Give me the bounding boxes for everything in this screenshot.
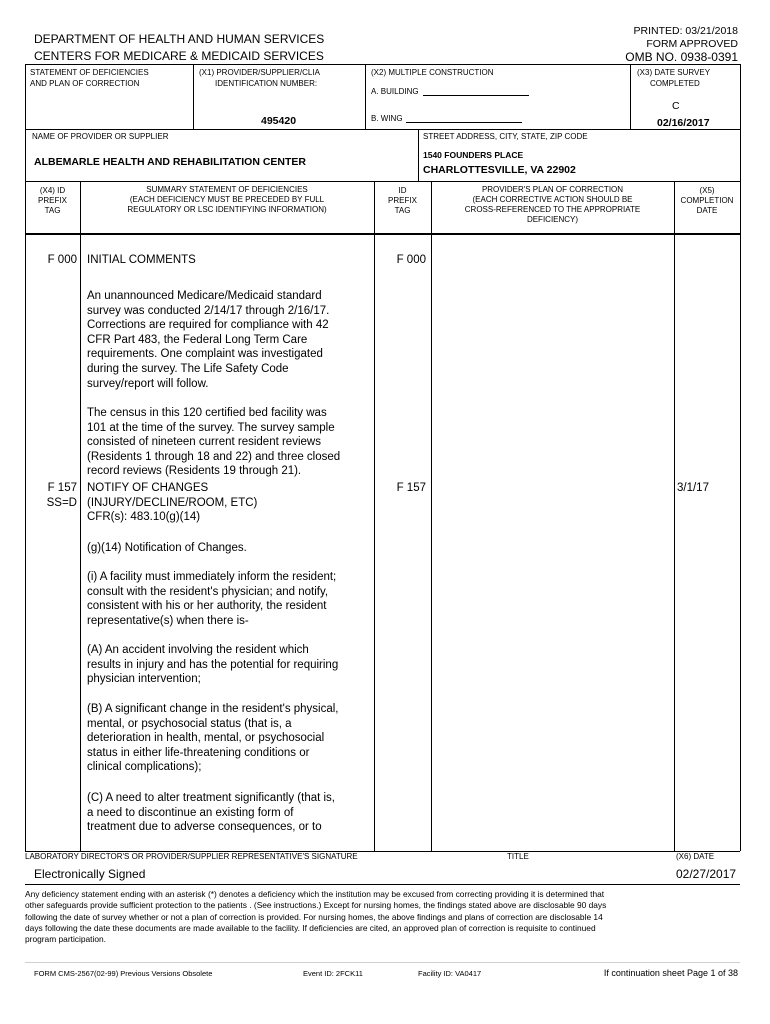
signature-label: LABORATORY DIRECTOR'S OR PROVIDER/SUPPLIER REPRESENTATIVE'S SIGNATURE [25, 852, 358, 861]
provider-id-number: 495420 [261, 115, 297, 127]
address-label: STREET ADDRESS, CITY, STATE, ZIP CODE [423, 132, 588, 141]
x4-header-1: (X4) ID [39, 186, 66, 195]
wing-label: B. WING [371, 114, 403, 123]
notify-of-changes: NOTIFY OF CHANGES (INJURY/DECLINE/ROOM, ETC) CFR(s): 483.10(g)(14) [87, 482, 258, 524]
city-state-zip: CHARLOTTESVILLE, VA 22902 [423, 164, 576, 176]
id-header-2: PREFIX [388, 196, 417, 205]
page-indicator: If continuation sheet Page 1 of 38 [603, 968, 738, 978]
building-blank[interactable] [423, 95, 529, 96]
x4-header-3: TAG [44, 206, 61, 215]
plan-header-3: CROSS-REFERENCED TO THE APPROPRIATE [464, 205, 641, 214]
census-paragraph: The census in this 120 certified bed facility was 101 at the time of the survey. The survey sample consisted of nineteen current resident reviews (Residents 1 through 18 and 22) and three closed record reviews (Residents 19 through 21). [87, 407, 341, 478]
x2-label: (X2) MULTIPLE CONSTRUCTION [371, 68, 494, 77]
id-header-3: TAG [394, 206, 411, 215]
omb-number: OMB NO. 0938-0391 [625, 50, 738, 64]
building-label: A. BUILDING [371, 87, 419, 96]
x5-header-1: (X5) [699, 186, 715, 195]
right-border [740, 64, 741, 851]
title-label: TITLE [507, 852, 529, 861]
signature-value: Electronically Signed [34, 867, 146, 881]
x1-label-1: (X1) PROVIDER/SUPPLIER/CLIA [199, 68, 320, 77]
tag-f157-right: F 157 [396, 482, 426, 494]
facility-id: Facility ID: VA0417 [418, 969, 482, 978]
wing-blank[interactable] [406, 122, 522, 123]
statement-label-2: AND PLAN OF CORRECTION [30, 79, 140, 88]
id-header-1: ID [398, 186, 407, 195]
x3-code: C [672, 100, 680, 112]
x3-label-1: (X3) DATE SURVEY [637, 68, 711, 77]
statement-label-1: STATEMENT OF DEFICIENCIES [30, 68, 149, 77]
summary-header-3: REGULATORY OR LSC IDENTIFYING INFORMATION) [127, 205, 327, 214]
x5-header-2: COMPLETION [680, 196, 734, 205]
event-id: Event ID: 2FCK11 [303, 969, 363, 978]
initial-comments-heading: INITIAL COMMENTS [87, 254, 196, 266]
x3-label-2: COMPLETED [650, 79, 700, 88]
tag-f000-right: F 000 [396, 254, 426, 266]
plan-header-2: (EACH CORRECTIVE ACTION SHOULD BE [472, 195, 633, 204]
accident-paragraph: (A) An accident involving the resident which results in injury and has the potential for requiring physician intervention; [87, 644, 339, 686]
intro-paragraph: An unannounced Medicare/Medicaid standard survey was conducted 2/14/17 through 2/16/17. Corrections are required for compliance with 42 CFR Part 483, the Federal Long Term Care requirements. One complaint was investigated during the survey. The Life Safety Code survey/report will follow. [87, 290, 330, 390]
plan-header-4: DEFICIENCY) [526, 215, 579, 224]
x4-header-2: PREFIX [38, 196, 67, 205]
x5-header-3: DATE [696, 206, 718, 215]
inform-paragraph: (i) A facility must immediately inform the resident; consult with the resident's physician; and notify, consistent with his or her authority, the resident representative(s) when there is- [87, 571, 337, 627]
agency-line-1: DEPARTMENT OF HEALTH AND HUMAN SERVICES [34, 32, 325, 46]
survey-completed-date: 02/16/2017 [657, 117, 710, 129]
completion-date: 3/1/17 [677, 482, 709, 494]
treatment-paragraph: (C) A need to alter treatment significantly (that is, a need to discontinue an existing form of treatment due to adverse consequences, or to [87, 792, 336, 834]
plan-header-1: PROVIDER'S PLAN OF CORRECTION [481, 185, 624, 194]
summary-header-1: SUMMARY STATEMENT OF DEFICIENCIES [146, 185, 308, 194]
provider-name-label: NAME OF PROVIDER OR SUPPLIER [32, 132, 169, 141]
x1-label-2: IDENTIFICATION NUMBER: [215, 79, 318, 88]
printed-date: PRINTED: 03/21/2018 [633, 25, 738, 37]
street-address: 1540 FOUNDERS PLACE [423, 150, 524, 160]
tag-f000-left: F 000 [47, 254, 77, 266]
status-change-paragraph: (B) A significant change in the resident's physical, mental, or psychosocial status (that is, a deterioration in health, mental, or psychosocial status in either life-threatening conditions or clinical complications); [87, 703, 339, 774]
form-approved: FORM APPROVED [646, 38, 738, 50]
left-border [25, 64, 26, 851]
provider-name: ALBEMARLE HEALTH AND REHABILITATION CENTER [34, 156, 307, 168]
signature-date: 02/27/2017 [676, 867, 737, 881]
disclaimer: Any deficiency statement ending with an asterisk (*) denotes a deficiency which the institution may be excused from correcting providing it is determined that other safeguards provide sufficient protection to the patients . (See instructions.) Except for nursing homes, the findings stated above are disclosable 90 days following the date of survey whether or not a plan of correction is provided. For nursing homes, the above findings and plans of correction are disclosable 14 days following the date these documents are made available to the facility. If deficiencies are cited, an approved plan of correction is requisite to continued program participation. [25, 889, 607, 945]
x6-date-label: (X6) DATE [676, 852, 715, 861]
tag-f157-left: F 157 [47, 482, 77, 494]
scope-severity: SS=D [46, 497, 77, 509]
form-number: FORM CMS-2567(02-99) Previous Versions Obsolete [34, 969, 213, 978]
notification-paragraph: (g)(14) Notification of Changes. [87, 542, 247, 554]
summary-header-2: (EACH DEFICIENCY MUST BE PRECEDED BY FULL [129, 195, 325, 204]
top-border [25, 64, 740, 65]
agency-line-2: CENTERS FOR MEDICARE & MEDICAID SERVICES [34, 49, 324, 63]
